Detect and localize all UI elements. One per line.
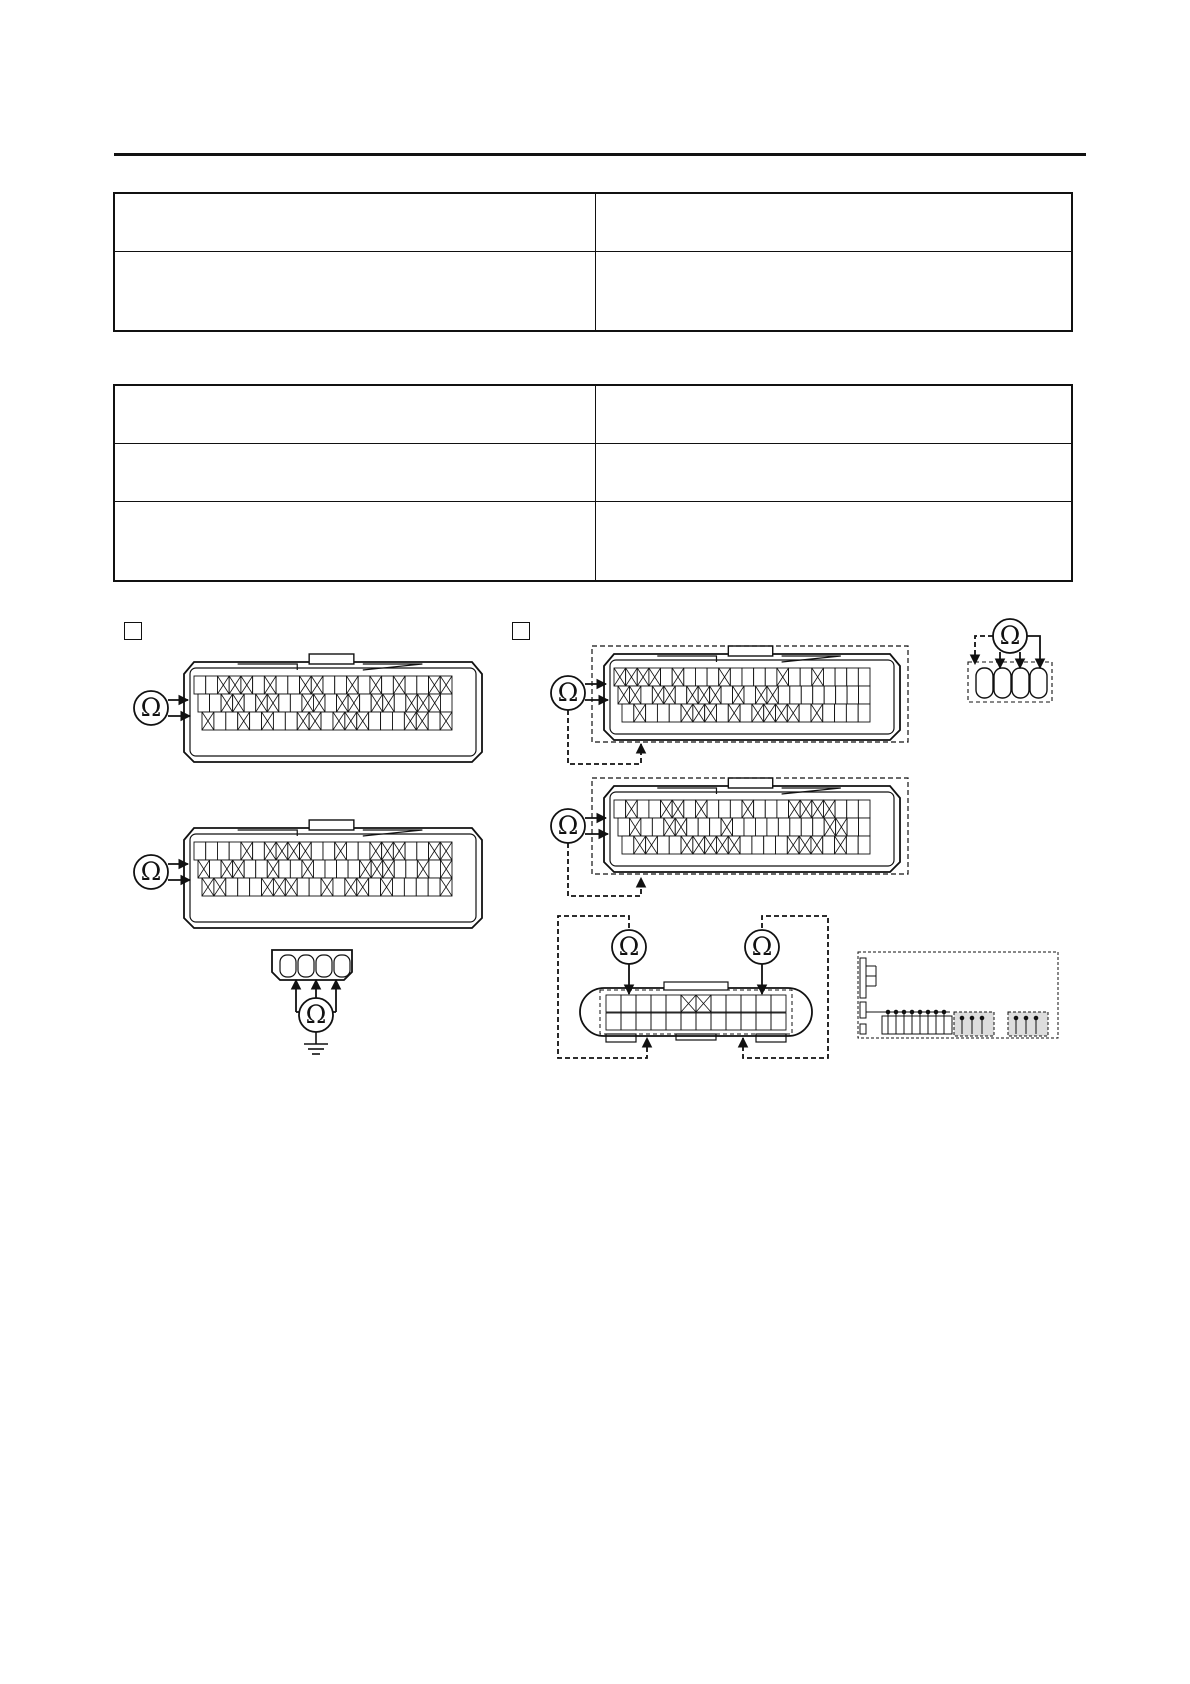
terminal-cavity: [847, 686, 858, 704]
ohm-symbol: Ω: [999, 621, 1021, 650]
terminal-cavity: [214, 712, 226, 730]
connector-icon: [976, 668, 1047, 698]
ecu-connector: [604, 646, 900, 740]
terminal-cavity: [279, 694, 291, 712]
terminal-cavity: [194, 676, 206, 694]
terminal-cavity: [835, 800, 847, 818]
terminal-cavity: [744, 686, 755, 704]
ohm-symbol: Ω: [140, 857, 162, 886]
terminal-cavity: [823, 704, 835, 722]
terminal-cavity: [358, 842, 370, 860]
terminal-cavity: [392, 712, 404, 730]
terminal-cavity: [823, 668, 835, 686]
terminal-cavity: [381, 712, 393, 730]
terminal-cavity: [206, 842, 218, 860]
ecu-connector: [604, 778, 900, 872]
terminal-cavity: [637, 800, 649, 818]
terminal-cavity: [847, 800, 859, 818]
terminal-cavity: [790, 818, 801, 836]
terminal-cavity: [646, 704, 658, 722]
terminal-cavity: [405, 842, 417, 860]
terminal-cavity: [858, 836, 870, 854]
terminal-cavity: [675, 686, 686, 704]
terminal-cavity: [858, 668, 870, 686]
terminal-cavity: [244, 860, 256, 878]
terminal-cavity: [217, 842, 229, 860]
terminal-cavity: [740, 836, 752, 854]
terminal-cavity: [859, 686, 870, 704]
terminal-cavity: [360, 694, 372, 712]
terminal-cavity: [280, 955, 296, 977]
terminal-cavity: [358, 676, 370, 694]
terminal-cavity: [369, 712, 381, 730]
terminal-cavity: [755, 818, 766, 836]
terminal-cavity: [417, 676, 429, 694]
terminal-cavity: [858, 800, 870, 818]
ohm-symbol: Ω: [140, 693, 162, 722]
terminal-cavity: [297, 878, 309, 896]
terminal-cavity: [406, 860, 418, 878]
terminal-cavity: [622, 836, 634, 854]
probe-lead: [1027, 636, 1040, 668]
terminal-cavity: [652, 818, 663, 836]
terminal-cavity: [764, 836, 776, 854]
terminal-cavity: [752, 836, 764, 854]
ohm-symbol: Ω: [305, 1000, 327, 1029]
terminal-cavity: [382, 676, 394, 694]
terminal-cavity: [813, 818, 824, 836]
ohm-symbol: Ω: [618, 932, 640, 961]
terminal-cavity: [707, 668, 719, 686]
terminal-cavity: [836, 686, 847, 704]
terminal-cavity: [279, 860, 291, 878]
latch: [728, 778, 772, 788]
terminal-cavity: [440, 694, 452, 712]
terminal-cavity: [813, 686, 824, 704]
terminal-cavity: [273, 712, 285, 730]
terminal-cavity: [334, 955, 350, 977]
terminal-cavity: [669, 704, 681, 722]
terminal-cavity: [405, 676, 417, 694]
terminal-cavity: [687, 818, 698, 836]
terminal-cavity: [198, 694, 210, 712]
latch: [309, 654, 354, 664]
terminal-cavity: [847, 818, 858, 836]
terminal-cavity: [416, 878, 428, 896]
terminal-cavity: [669, 836, 681, 854]
terminal-cavity: [325, 860, 337, 878]
terminal-cavity: [765, 800, 777, 818]
ohmmeter-icon: [299, 998, 333, 1032]
terminal-cavity: [730, 800, 742, 818]
ohm-symbol: Ω: [557, 811, 579, 840]
terminal-cavity: [800, 668, 812, 686]
terminal-cavity: [716, 704, 728, 722]
terminal-cavity: [847, 668, 859, 686]
terminal-cavity: [698, 818, 709, 836]
terminal-cavity: [846, 704, 858, 722]
terminal-cavity: [348, 860, 360, 878]
terminal-cavity: [859, 818, 870, 836]
terminal-cavity: [657, 836, 669, 854]
terminal-cavity: [394, 860, 406, 878]
terminal-cavity: [789, 668, 801, 686]
terminal-cavity: [707, 800, 719, 818]
terminal-cavity: [684, 668, 696, 686]
terminal-cavity: [253, 842, 265, 860]
terminal-cavity: [428, 878, 440, 896]
latch: [309, 820, 354, 830]
terminal-cavity: [710, 818, 721, 836]
terminal-cavity: [657, 704, 669, 722]
terminal-cavity: [290, 694, 302, 712]
terminal-cavity: [226, 878, 238, 896]
ohmmeter-icon: [612, 930, 646, 964]
ohm-symbol: Ω: [751, 932, 773, 961]
terminal-cavity: [776, 836, 788, 854]
terminal-cavity: [976, 668, 993, 698]
ohm-symbol: Ω: [557, 678, 579, 707]
terminal-cavity: [250, 878, 262, 896]
ohmmeter-icon: [134, 691, 168, 725]
harness-schematic: [858, 952, 1058, 1038]
terminal-cavity: [394, 694, 406, 712]
terminal-cavity: [346, 842, 358, 860]
terminal-cavity: [1012, 668, 1029, 698]
terminal-cavity: [313, 860, 325, 878]
terminal-cavity: [290, 860, 302, 878]
probe-lead: [975, 636, 993, 664]
latch: [664, 982, 728, 990]
terminal-cavity: [994, 668, 1011, 698]
terminal-cavity: [641, 686, 652, 704]
terminal-cavity: [311, 842, 323, 860]
terminal-cavity: [754, 668, 766, 686]
terminal-cavity: [210, 694, 222, 712]
terminal-cavity: [778, 686, 789, 704]
terminal-cavity: [392, 878, 404, 896]
terminal-cavity: [790, 686, 801, 704]
terminal-cavity: [799, 704, 811, 722]
terminal-cavity: [288, 676, 300, 694]
terminal-cavity: [649, 800, 661, 818]
terminal-cavity: [337, 860, 349, 878]
ohmmeter-icon: [551, 809, 585, 843]
terminal-cavity: [256, 860, 268, 878]
terminal-cavity: [858, 704, 870, 722]
ecu-connector: [184, 654, 482, 762]
terminal-cavity: [801, 686, 812, 704]
terminal-cavity: [661, 668, 673, 686]
connector-icon: [580, 982, 812, 1042]
terminal-cavity: [298, 955, 314, 977]
terminal-cavity: [835, 668, 847, 686]
terminal-cavity: [309, 878, 321, 896]
terminal-cavity: [321, 712, 333, 730]
terminal-cavity: [767, 818, 778, 836]
ohmmeter-icon: [551, 676, 585, 710]
terminal-cavity: [276, 676, 288, 694]
ground-icon: [304, 1032, 328, 1054]
terminal-cavity: [614, 800, 626, 818]
terminal-cavity: [323, 842, 335, 860]
terminal-cavity: [429, 860, 441, 878]
terminal-cavity: [846, 836, 858, 854]
terminal-cavity: [253, 676, 265, 694]
terminal-cavity: [335, 676, 347, 694]
terminal-cavity: [733, 818, 744, 836]
terminal-cavity: [778, 818, 789, 836]
terminal-cavity: [323, 676, 335, 694]
terminal-cavity: [428, 712, 440, 730]
terminal-cavity: [754, 800, 766, 818]
terminal-cavity: [719, 800, 731, 818]
terminal-cavity: [618, 818, 629, 836]
terminal-cavity: [742, 668, 754, 686]
terminal-cavity: [417, 842, 429, 860]
ohmmeter-icon: [745, 930, 779, 964]
terminal-cavity: [250, 712, 262, 730]
connector-icon: [272, 950, 352, 980]
terminal-cavity: [721, 686, 732, 704]
terminal-cavity: [404, 878, 416, 896]
terminal-cavity: [777, 800, 789, 818]
terminal-cavity: [229, 842, 241, 860]
terminal-cavity: [325, 694, 337, 712]
latch: [728, 646, 772, 656]
terminal-cavity: [641, 818, 652, 836]
terminal-cavity: [369, 878, 381, 896]
terminal-cavity: [823, 836, 835, 854]
terminal-cavity: [684, 800, 696, 818]
terminal-cavity: [765, 668, 777, 686]
terminal-cavity: [695, 668, 707, 686]
ohmmeter-icon: [993, 619, 1027, 653]
terminal-cavity: [744, 818, 755, 836]
terminal-cavity: [238, 878, 250, 896]
terminal-cavity: [244, 694, 256, 712]
terminal-cavity: [333, 878, 345, 896]
terminal-cavity: [730, 668, 742, 686]
ecu-connector: [184, 820, 482, 928]
terminal-cavity: [210, 860, 222, 878]
terminal-cavity: [824, 686, 835, 704]
terminal-cavity: [801, 818, 812, 836]
terminal-cavity: [316, 955, 332, 977]
terminal-cavity: [226, 712, 238, 730]
ohmmeter-icon: [134, 855, 168, 889]
terminal-cavity: [194, 842, 206, 860]
terminal-cavity: [740, 704, 752, 722]
terminal-cavity: [285, 712, 297, 730]
terminal-cavity: [1030, 668, 1047, 698]
terminal-cavity: [622, 704, 634, 722]
terminal-cavity: [835, 704, 847, 722]
terminal-cavity: [206, 676, 218, 694]
